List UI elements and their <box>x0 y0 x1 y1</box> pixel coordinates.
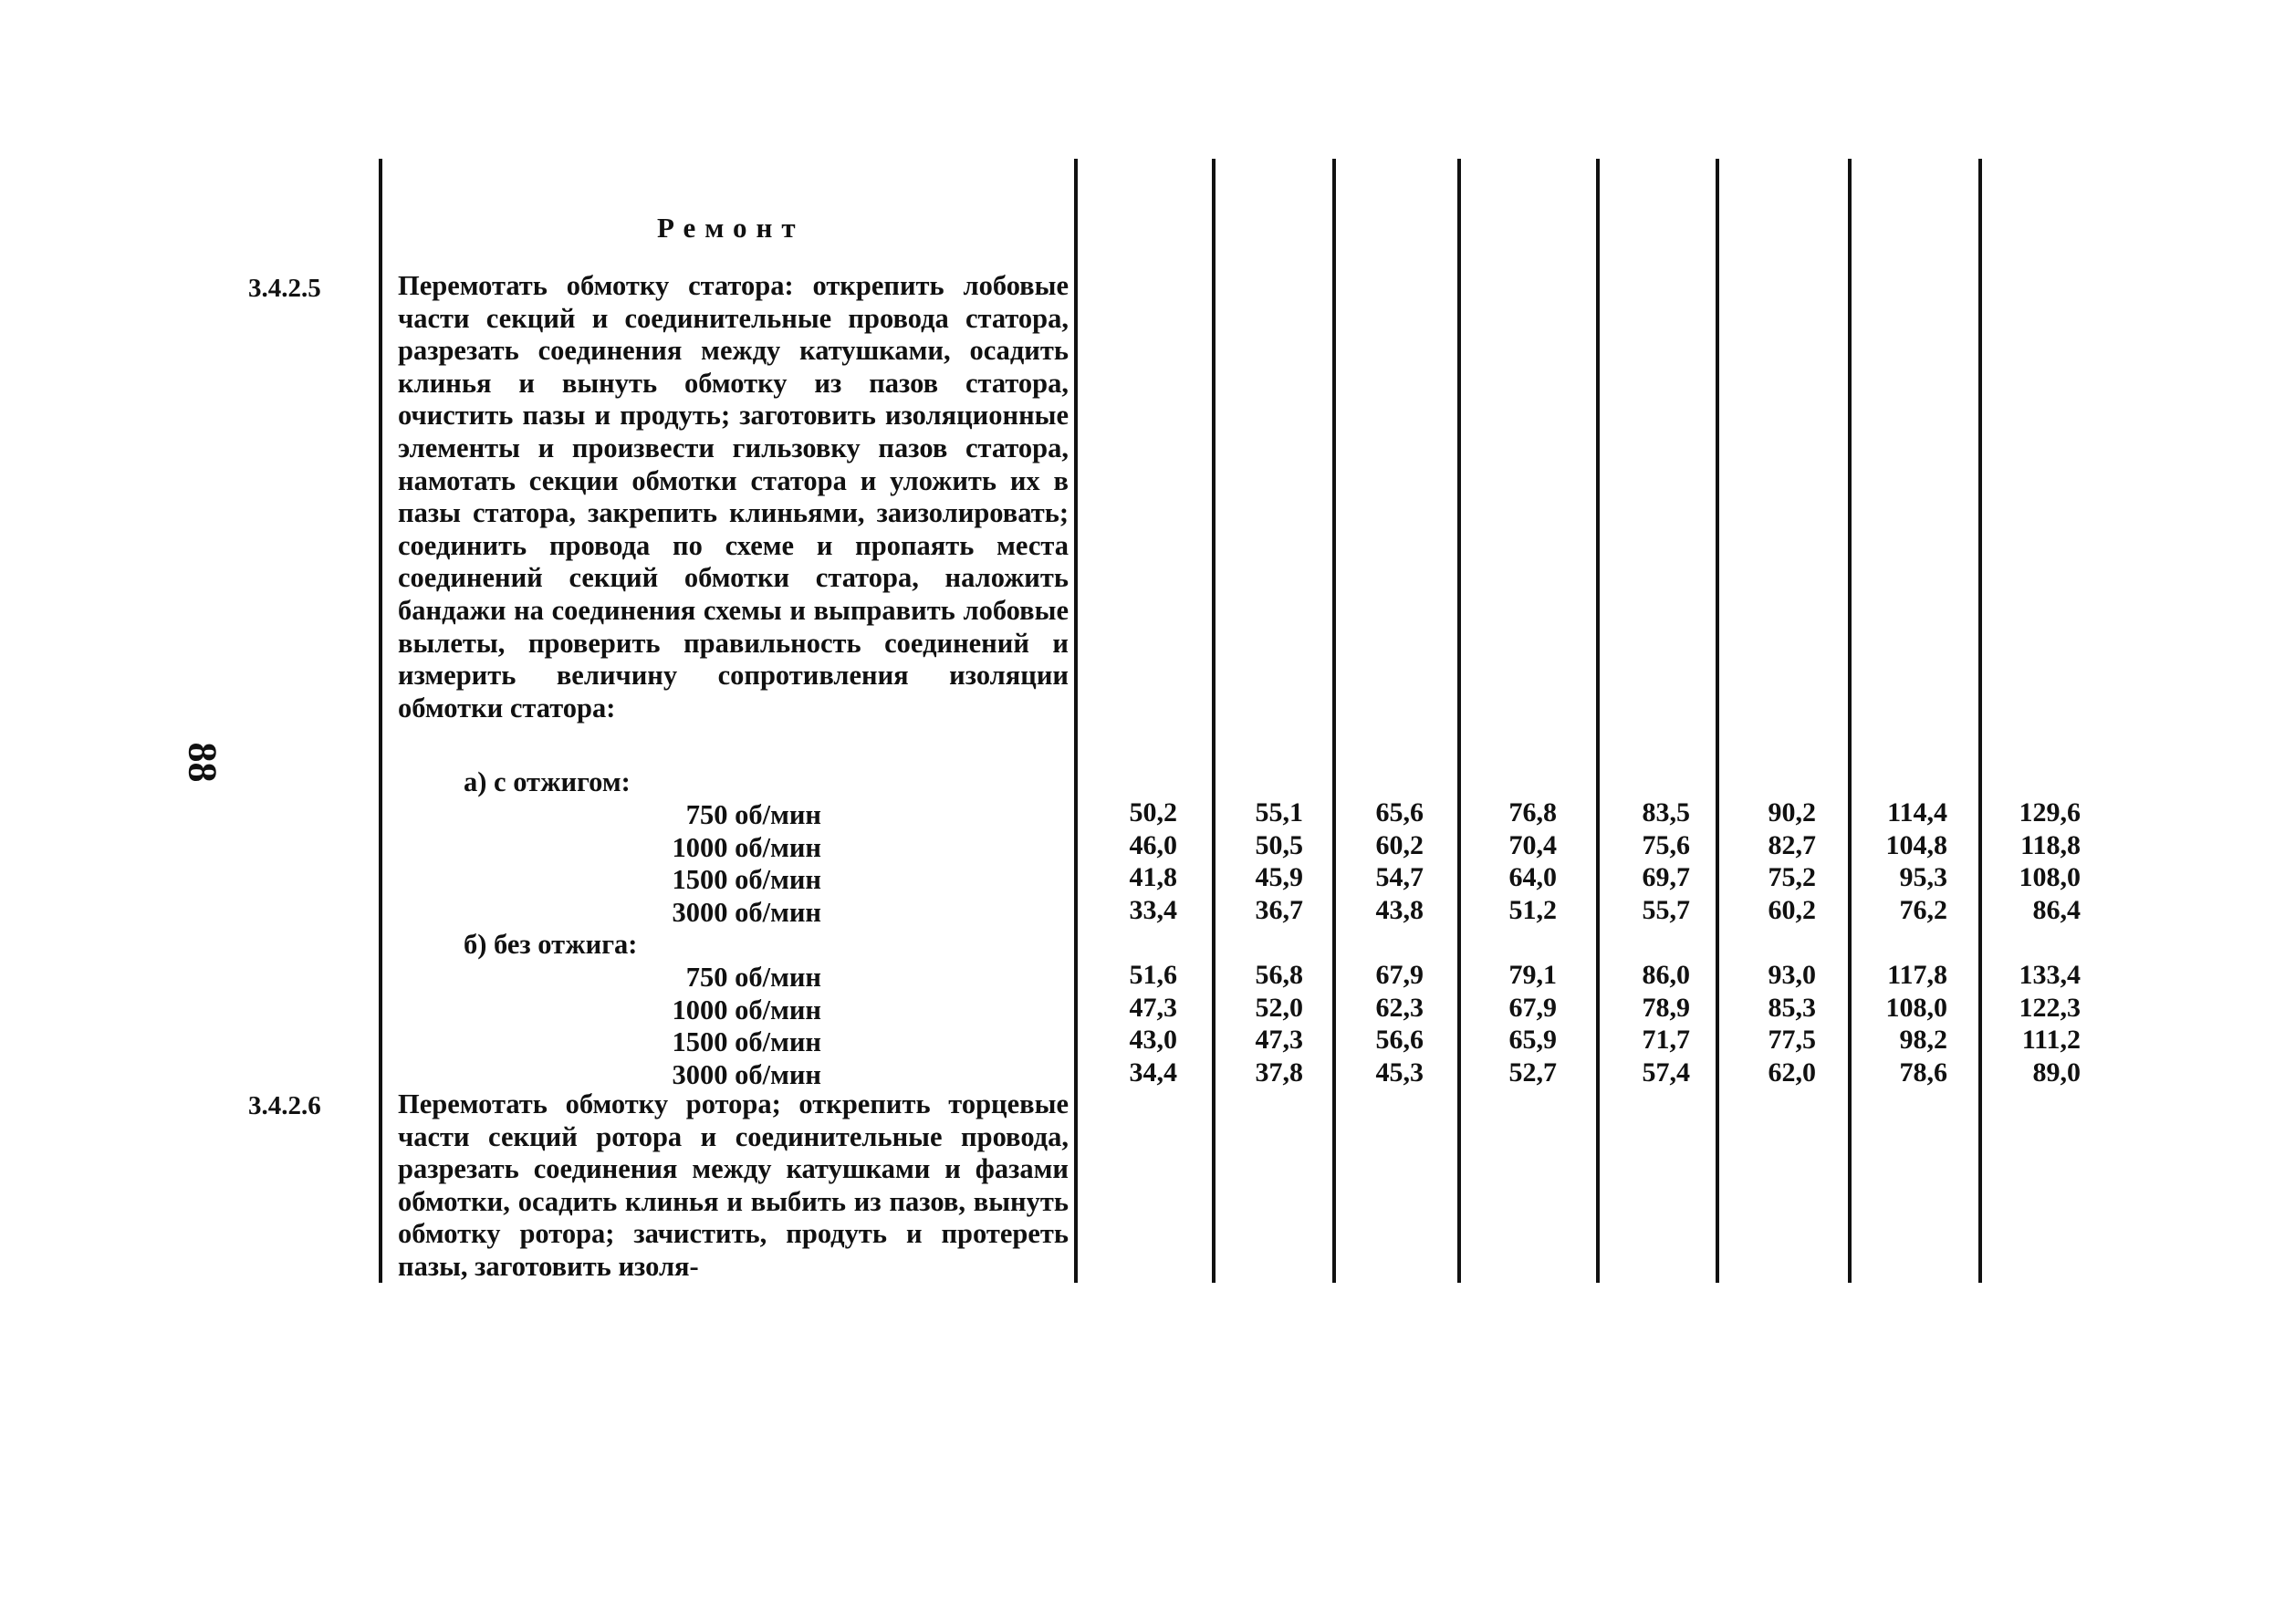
table-cell: 75,6 <box>1642 829 1690 860</box>
table-cell: 41,8 <box>1129 862 1177 893</box>
table-cell: 108,0 <box>2019 862 2081 893</box>
table-cell: 82,7 <box>1768 829 1816 860</box>
item-number: 3.4.2.6 <box>248 1091 321 1120</box>
table-cell: 75,2 <box>1768 862 1816 893</box>
table-cell: 52,0 <box>1255 992 1303 1023</box>
speed-label: 1500 об/мин <box>672 1026 821 1058</box>
table-cell: 43,0 <box>1129 1025 1177 1056</box>
table-cell: 57,4 <box>1642 1057 1690 1088</box>
table-cell: 45,3 <box>1375 1057 1424 1088</box>
page-number: 88 <box>180 742 225 783</box>
table-cell: 76,8 <box>1508 797 1557 828</box>
table-cell: 67,9 <box>1508 992 1557 1023</box>
speed-label: 3000 об/мин <box>672 896 821 928</box>
table-cell: 77,5 <box>1768 1025 1816 1056</box>
table-cell: 122,3 <box>2019 992 2081 1023</box>
table-cell: 51,2 <box>1508 894 1557 925</box>
table-cell: 118,8 <box>2020 829 2081 860</box>
table-cell: 90,2 <box>1768 797 1816 828</box>
speed-label: 1500 об/мин <box>672 864 821 896</box>
table-cell: 37,8 <box>1255 1057 1303 1088</box>
table-cell: 71,7 <box>1642 1025 1690 1056</box>
table-cell: 62,3 <box>1375 992 1424 1023</box>
table-rule <box>1716 159 1719 1283</box>
table-rule <box>1457 159 1461 1283</box>
table-cell: 47,3 <box>1129 992 1177 1023</box>
table-cell: 51,6 <box>1129 960 1177 990</box>
table-cell: 45,9 <box>1255 862 1303 893</box>
table-cell: 50,2 <box>1129 797 1177 828</box>
table-rule <box>1332 159 1336 1283</box>
table-cell: 98,2 <box>1899 1025 1947 1056</box>
table-cell: 95,3 <box>1899 862 1947 893</box>
table-cell: 64,0 <box>1508 862 1557 893</box>
table-cell: 56,8 <box>1255 960 1303 990</box>
speed-label: 750 об/мин <box>685 962 821 993</box>
table-cell: 60,2 <box>1768 894 1816 925</box>
table-cell: 69,7 <box>1642 862 1690 893</box>
table-cell: 108,0 <box>1885 992 1947 1023</box>
group-label: б) без отжига: <box>464 929 638 960</box>
table-cell: 67,9 <box>1375 960 1424 990</box>
item-description-text: Перемотать обмотку ротора; открепить торцевые части секций ротора и соединительные провода, разрезать соединения между катушками и фазами обмотки, осадить клинья и выбить из пазов, вынуть обмотку ротора; зачистить, продуть и протереть пазы, заготовить изоля- <box>398 1088 1069 1282</box>
table-cell: 93,0 <box>1768 960 1816 990</box>
table-cell: 52,7 <box>1508 1057 1557 1088</box>
table-cell: 104,8 <box>1885 829 1947 860</box>
table-cell: 33,4 <box>1129 894 1177 925</box>
table-rule <box>1212 159 1216 1283</box>
table-cell: 56,6 <box>1375 1025 1424 1056</box>
table-cell: 36,7 <box>1255 894 1303 925</box>
item-number: 3.4.2.5 <box>248 274 321 303</box>
table-cell: 62,0 <box>1768 1057 1816 1088</box>
table-cell: 114,4 <box>1887 797 1947 828</box>
table-rule <box>1978 159 1982 1283</box>
table-cell: 65,9 <box>1508 1025 1557 1056</box>
item-description <box>398 1088 1069 1284</box>
table-cell: 60,2 <box>1375 829 1424 860</box>
table-cell: 55,7 <box>1642 894 1690 925</box>
table-cell: 47,3 <box>1255 1025 1303 1056</box>
speed-label: 1000 об/мин <box>672 831 821 863</box>
table-cell: 89,0 <box>2032 1057 2081 1088</box>
group-label: а) с отжигом: <box>464 766 631 797</box>
table-cell: 133,4 <box>2019 960 2081 990</box>
table-cell: 54,7 <box>1375 862 1424 893</box>
speed-label: 3000 об/мин <box>672 1058 821 1090</box>
table-cell: 85,3 <box>1768 992 1816 1023</box>
table-cell: 34,4 <box>1129 1057 1177 1088</box>
section-title: Ремонт <box>657 212 805 244</box>
table-rule <box>379 159 382 1283</box>
table-cell: 43,8 <box>1375 894 1424 925</box>
table-cell: 65,6 <box>1375 797 1424 828</box>
speed-label: 1000 об/мин <box>672 994 821 1025</box>
table-rule <box>1848 159 1852 1283</box>
table-cell: 78,6 <box>1899 1057 1947 1088</box>
table-cell: 76,2 <box>1899 894 1947 925</box>
table-cell: 46,0 <box>1129 829 1177 860</box>
table-cell: 83,5 <box>1642 797 1690 828</box>
table-cell: 50,5 <box>1255 829 1303 860</box>
table-cell: 86,0 <box>1642 960 1690 990</box>
speed-label: 750 об/мин <box>685 799 821 830</box>
table-rule <box>1596 159 1600 1283</box>
item-description-text: Перемотать обмотку статора: открепить лобовые части секций и соединительные провода статора, разрезать соединения между катушками, осадить клинья и вынуть обмотку из пазов статора, очистить пазы и продуть; заготовить изоляционные элементы и произвести гильзовку пазов статора, намотать секции обмотки статора и уложить их в пазы статора, закрепить клиньями, заизолировать; соединить провода по схеме и пропаять места соединений секций обмотки статора, наложить бандажи на соединения схемы и выправить лобовые вылеты, проверить правильность соединений и измерить величину сопротивления изоляции обмотки статора: <box>398 270 1069 724</box>
table-cell: 117,8 <box>1887 960 1947 990</box>
table-cell: 86,4 <box>2032 894 2081 925</box>
table-cell: 55,1 <box>1255 797 1303 828</box>
table-cell: 111,2 <box>2021 1025 2081 1056</box>
table-cell: 70,4 <box>1508 829 1557 860</box>
table-rule <box>1074 159 1078 1283</box>
table-cell: 79,1 <box>1508 960 1557 990</box>
table-cell: 129,6 <box>2019 797 2081 828</box>
table-cell: 78,9 <box>1642 992 1690 1023</box>
item-description <box>398 270 1069 724</box>
